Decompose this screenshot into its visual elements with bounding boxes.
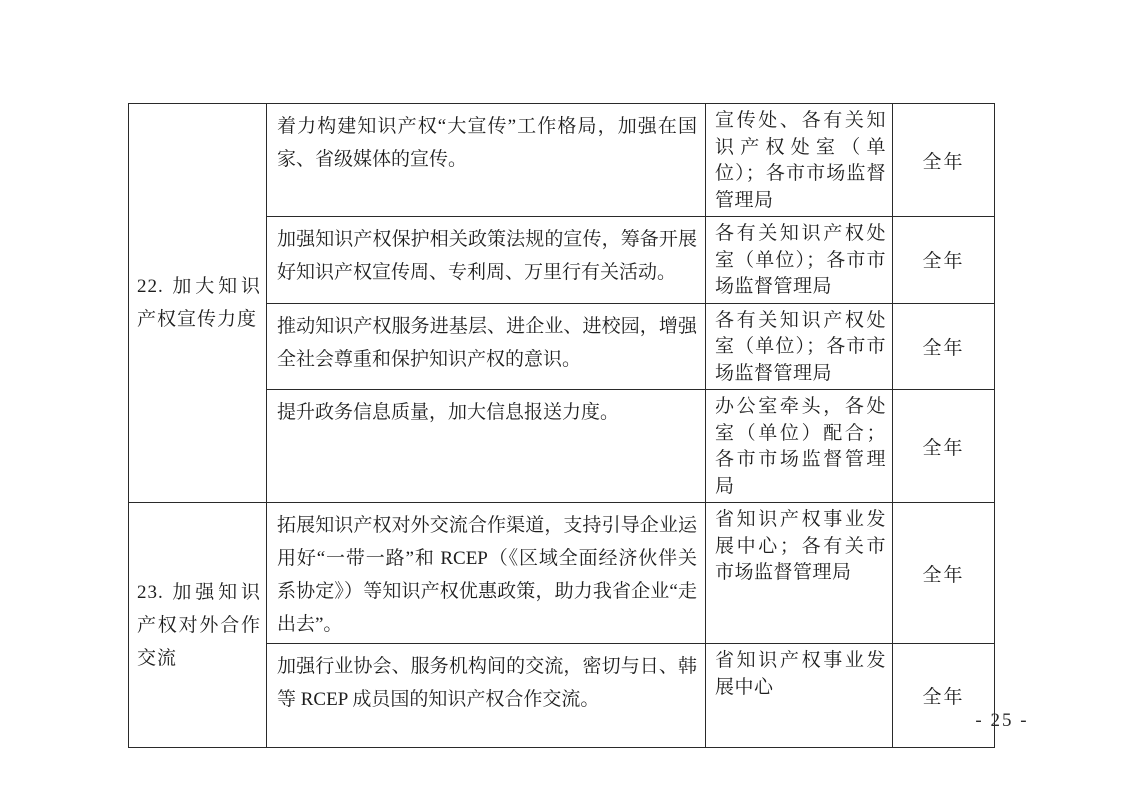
dept-cell: 各有关知识产权处室（单位）；各市市场监督管理局 [706,217,893,304]
time-cell: 全年 [893,217,995,304]
dept-cell: 省知识产权事业发展中心；各有关市市场监督管理局 [706,503,893,644]
time-cell: 全年 [893,390,995,503]
time-cell: 全年 [893,503,995,644]
table-row [129,503,995,644]
task-cell: 加强知识产权保护相关政策法规的宣传，筹备开展好知识产权宣传周、专利周、万里行有关活动。 [267,217,706,304]
tasks-table [128,103,995,748]
task-cell: 加强行业协会、服务机构间的交流，密切与日、韩等 RCEP 成员国的知识产权合作交流。 [267,644,706,748]
dept-cell: 办公室牵头，各处室（单位）配合；各市市场监督管理局 [706,390,893,503]
task-cell: 着力构建知识产权“大宣传”工作格局，加强在国家、省级媒体的宣传。 [267,104,706,217]
group-label-cell-22: 22. 加大知识产权宣传力度 [129,104,267,503]
task-cell: 推动知识产权服务进基层、进企业、进校园，增强全社会尊重和保护知识产权的意识。 [267,303,706,390]
dept-cell: 宣传处、各有关知识产权处室（单位）；各市市场监督管理局 [706,104,893,217]
dept-cell: 省知识产权事业发展中心 [706,644,893,748]
page-number: - 25 - [975,710,1029,731]
dept-cell: 各有关知识产权处室（单位）；各市市场监督管理局 [706,303,893,390]
time-cell: 全年 [893,104,995,217]
task-cell: 提升政务信息质量，加大信息报送力度。 [267,390,706,503]
time-cell: 全年 [893,303,995,390]
time-cell: 全年 [893,644,995,748]
table-row [129,104,995,217]
task-cell: 拓展知识产权对外交流合作渠道，支持引导企业运用好“一带一路”和 RCEP（《区域全面经济伙伴关系协定》）等知识产权优惠政策，助力我省企业“走出去”。 [267,503,706,644]
group-label-cell-23: 23. 加强知识产权对外合作交流 [129,503,267,748]
